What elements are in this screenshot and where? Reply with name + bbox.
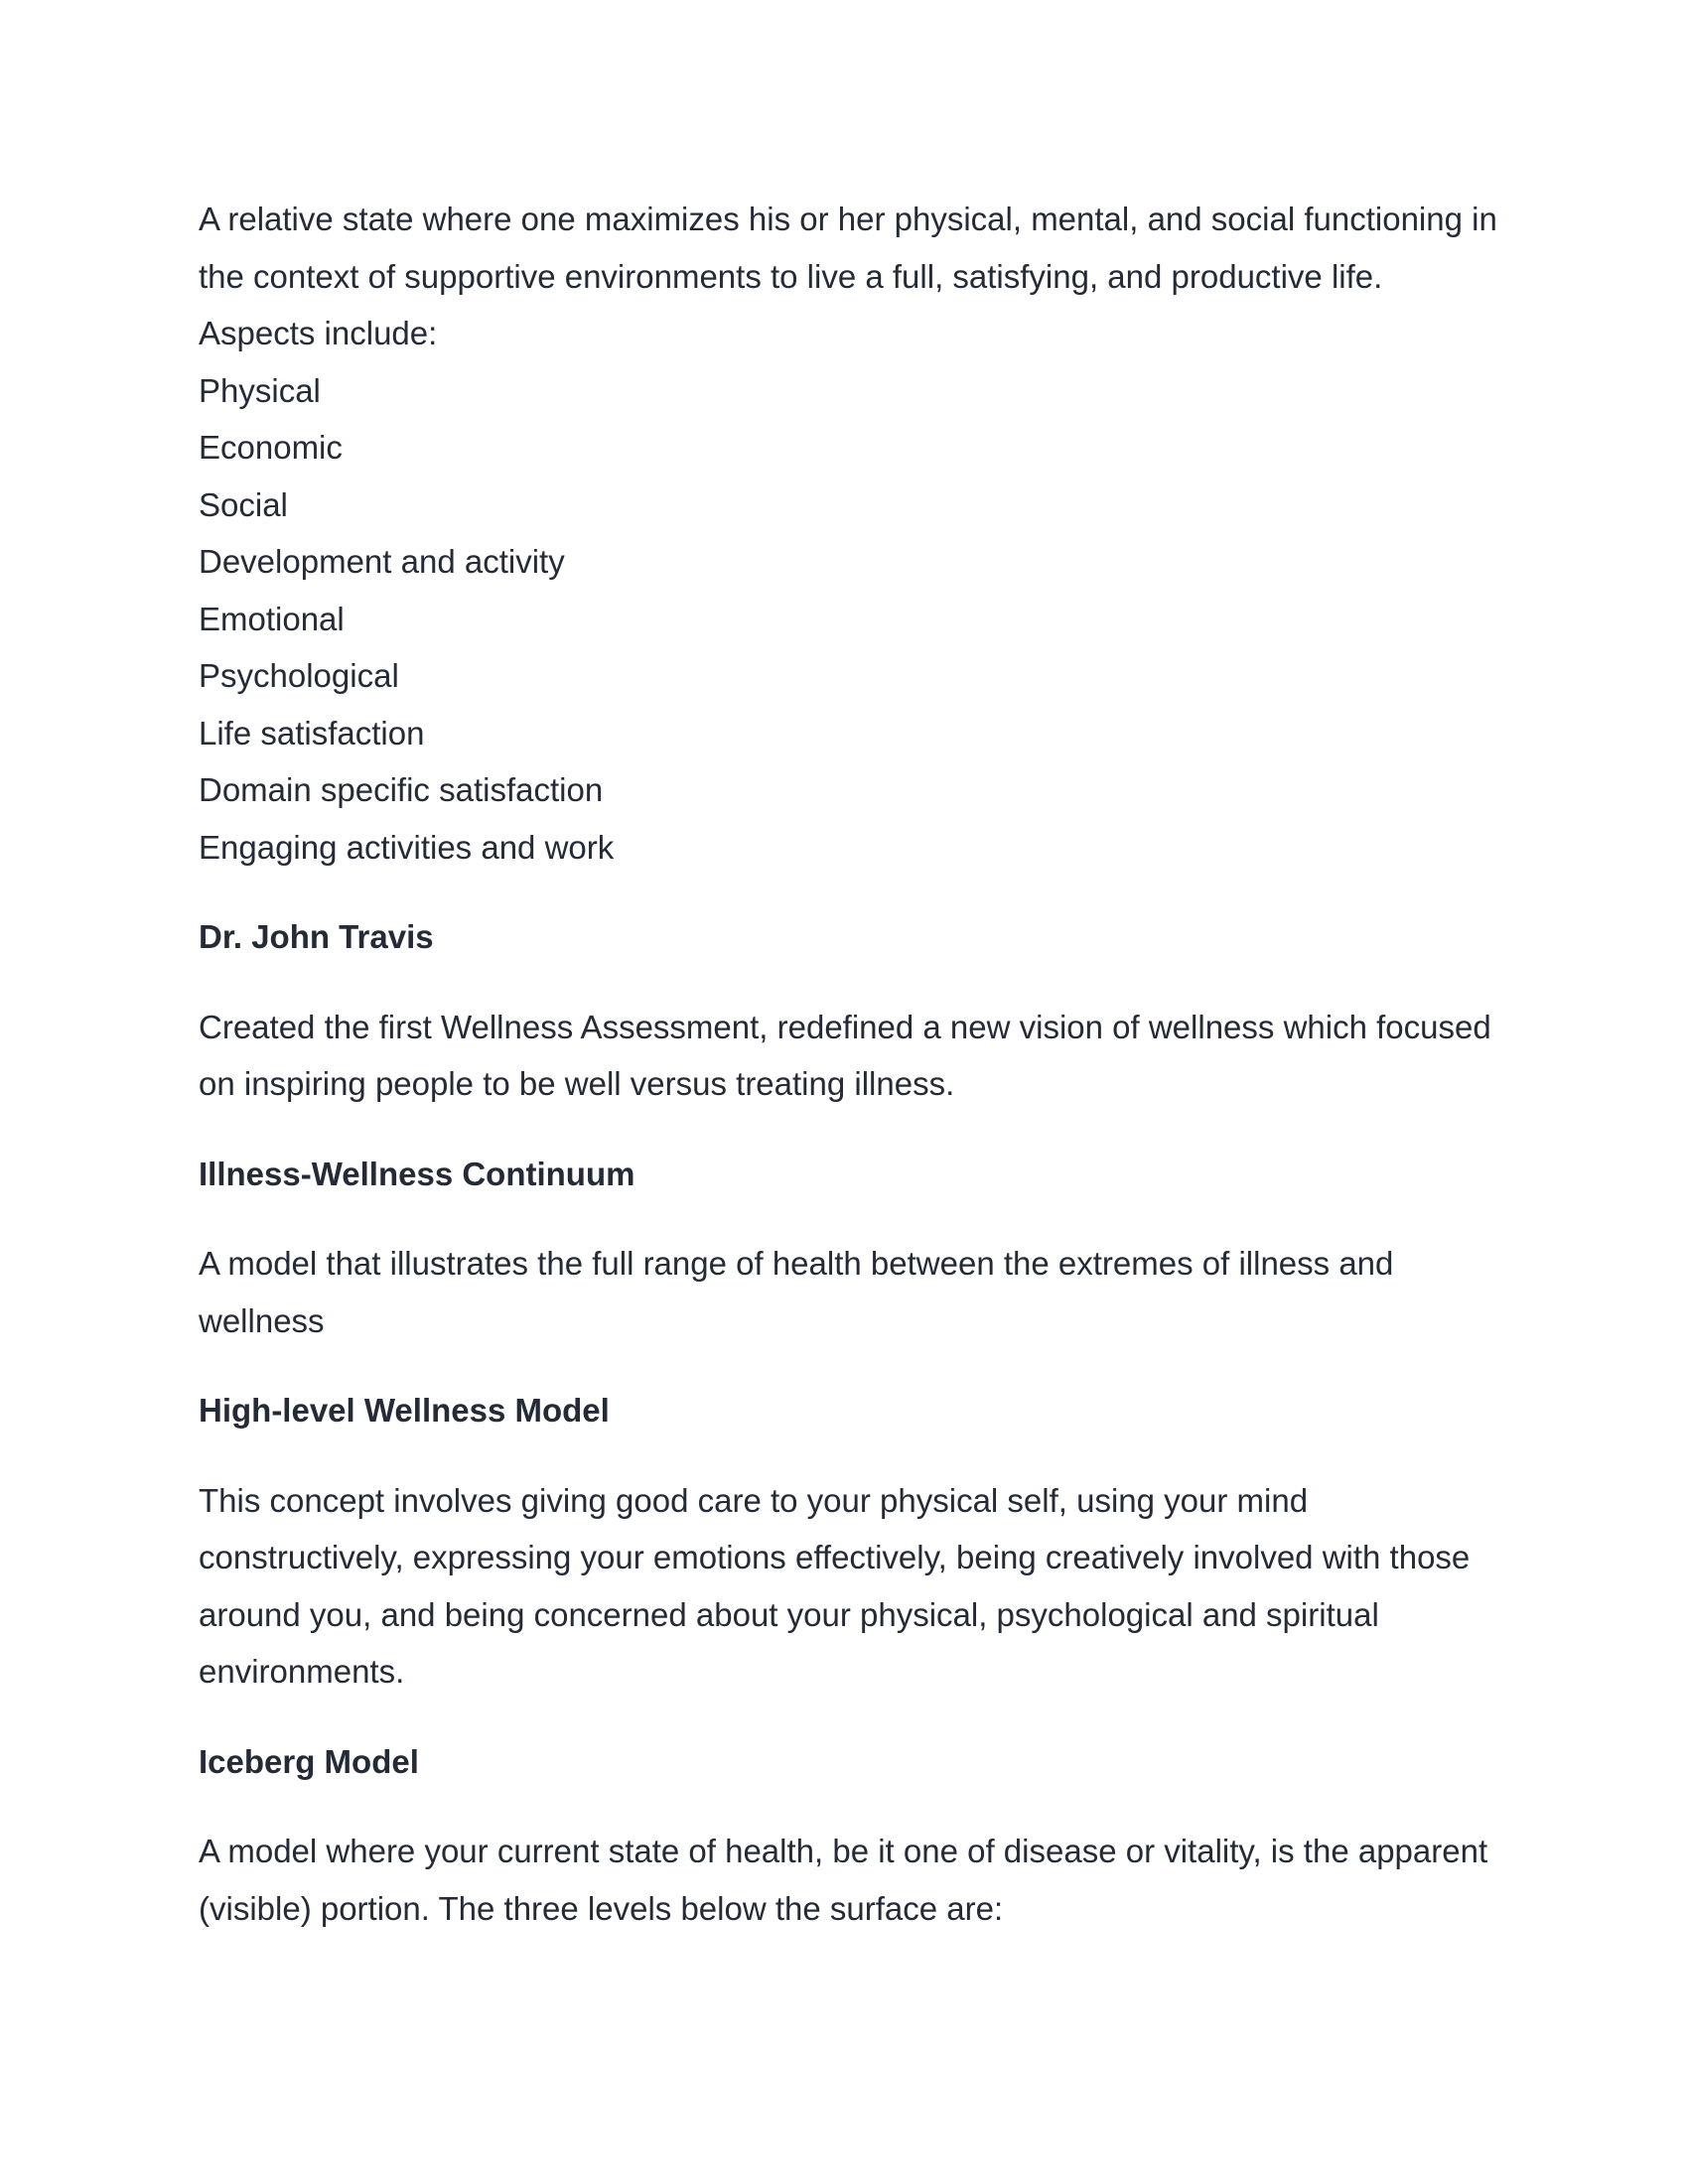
aspects-list <box>199 362 1519 877</box>
list-item: Development and activity <box>199 543 565 580</box>
wellness-definition: A relative state where one maximizes his or her physical, mental, and social functioning in the context of supportive environments to live a full, satisfying, and productive life. <box>199 201 1497 295</box>
aspects-label: Aspects include: <box>199 315 438 351</box>
section-heading-high-level-wellness-model: High-level Wellness Model <box>199 1392 610 1429</box>
list-item: Domain specific satisfaction <box>199 771 604 808</box>
section-heading-iceberg-model: Iceberg Model <box>199 1742 419 1780</box>
section-body-high-level-wellness-model: This concept involves giving good care to your physical self, using your mind constructively, expressing your emotions effectively, being creatively involved with those around you, and being concerned about your physical, psychological and spiritual environments. <box>199 1481 1471 1690</box>
section-heading-john-travis: Dr. John Travis <box>199 918 434 955</box>
section-body-iceberg-model: A model where your current state of health, be it one of disease or vitality, is the apparent (visible) portion. The three levels below the surface are: <box>199 1833 1488 1927</box>
document-page <box>199 191 1519 1937</box>
list-item: Social <box>199 485 288 523</box>
list-item: Psychological <box>199 657 399 694</box>
list-item: Emotional <box>199 600 345 637</box>
section-body-john-travis: Created the first Wellness Assessment, redefined a new vision of wellness which focused on inspiring people to be well versus treating illness. <box>199 1008 1491 1102</box>
list-item: Engaging activities and work <box>199 828 615 866</box>
list-item: Life satisfaction <box>199 714 425 751</box>
section-heading-illness-wellness-continuum: Illness-Wellness Continuum <box>199 1155 635 1192</box>
list-item: Physical <box>199 371 321 409</box>
section-body-illness-wellness-continuum: A model that illustrates the full range of health between the extremes of illness and wellness <box>199 1245 1394 1339</box>
list-item: Economic <box>199 429 343 466</box>
